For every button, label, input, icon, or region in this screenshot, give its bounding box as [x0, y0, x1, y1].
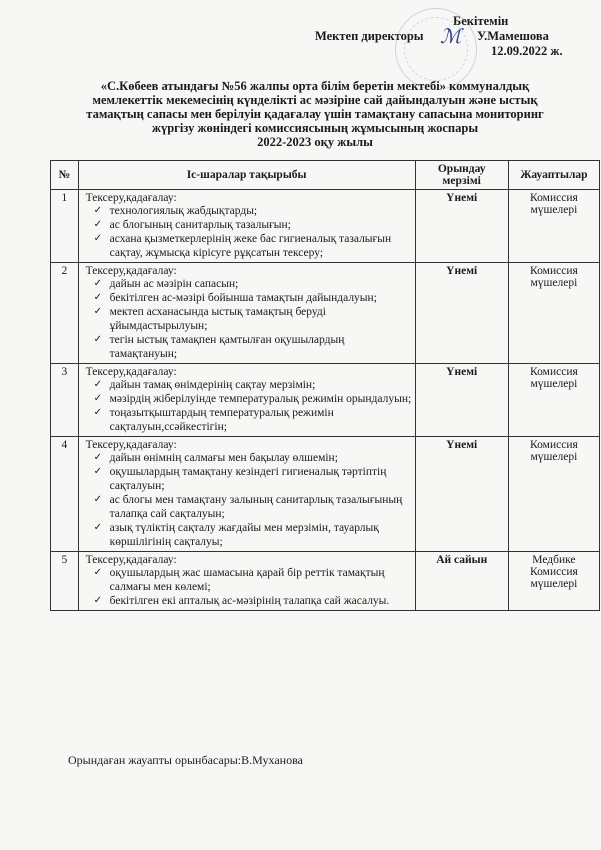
title-line-5: 2022-2023 оқу жылы — [257, 135, 373, 149]
list-item: ✓ ас блогының санитарлық тазалығын; — [110, 218, 412, 232]
title-line-1: «С.Көбеев атындағы №56 жалпы орта білім беретін мектебі» коммуналдық — [100, 79, 530, 93]
row-num: 5 — [51, 552, 79, 611]
table-row — [51, 552, 600, 611]
approver-position: Мектеп директоры — [315, 29, 424, 43]
check-list — [82, 451, 412, 549]
check-list — [82, 277, 412, 361]
row-topic — [78, 364, 415, 437]
row-term: Үнемі — [415, 364, 508, 437]
header-term: Орындау мерзімі — [415, 161, 508, 190]
row-topic — [78, 190, 415, 263]
row-responsible: Комиссия мүшелері — [508, 364, 599, 437]
row-term: Үнемі — [415, 437, 508, 552]
list-item: ✓ технологиялық жабдықтарды; — [110, 204, 412, 218]
title-line-2: мемлекеттік мекемесінің күнделікті ас мәзіріне сай дайындалуын және ыстық — [92, 93, 538, 107]
title-line-3: тамақтың сапасы мен берілуін қадағалау үшін тамақтану сапасына мониторинг — [86, 107, 544, 121]
row-num: 4 — [51, 437, 79, 552]
list-item: ✓ ас блогы мен тамақтану залының санитарлық тазалығының талапқа сай сақталуын; — [110, 493, 412, 521]
row-num: 1 — [51, 190, 79, 263]
row-num: 2 — [51, 263, 79, 364]
approve-word: Бекітемін — [453, 14, 509, 28]
document-title — [40, 79, 590, 149]
footer-signature-line: Орындаған жауапты орынбасары:В.Муханова — [68, 753, 303, 767]
list-item: ✓ дайын ас мәзірін сапасын; — [110, 277, 412, 291]
list-item: ✓ дайын өнімнің салмағы мен бақылау өлшемін; — [110, 451, 412, 465]
list-item: ✓ дайын тамақ өнімдерінің сақтау мерзімін; — [110, 378, 412, 392]
header-num: № — [51, 161, 79, 190]
table-row — [51, 364, 600, 437]
table-row — [51, 263, 600, 364]
row-topic — [78, 552, 415, 611]
plan-table — [50, 160, 600, 611]
check-list — [82, 378, 412, 434]
row-topic — [78, 263, 415, 364]
list-item: ✓ азық түліктің сақталу жағдайы мен мерзімін, тауарлық көршілігінің сақталуы; — [110, 521, 412, 549]
row-lead: Тексеру,қадағалау: — [85, 439, 177, 451]
row-lead: Тексеру,қадағалау: — [85, 554, 177, 566]
row-responsible: Комиссия мүшелері — [508, 437, 599, 552]
header-topic: Іс-шаралар тақырыбы — [78, 161, 415, 190]
row-responsible: Медбике Комиссия мүшелері — [508, 552, 599, 611]
table-row — [51, 190, 600, 263]
list-item: ✓ мектеп асханасында ыстық тамақтың беруді ұйымдастырылуын; — [110, 305, 412, 333]
approver-name: У.Мамешова — [477, 29, 549, 43]
row-term: Ай сайын — [415, 552, 508, 611]
check-list — [82, 204, 412, 260]
row-responsible: Комиссия мүшелері — [508, 263, 599, 364]
row-responsible: Комиссия мүшелері — [508, 190, 599, 263]
list-item: ✓ оқушылардың жас шамасына қарай бір реттік тамақтың салмағы мен көлемі; — [110, 566, 412, 594]
table-row — [51, 437, 600, 552]
table-header-row — [51, 161, 600, 190]
row-lead: Тексеру,қадағалау: — [85, 192, 177, 204]
list-item: ✓ асхана қызметкерлерінің жеке бас гигиеналық тазалығын сақтау, жұмысқа кірісуге рұқсатын тексеру; — [110, 232, 412, 260]
list-item: ✓ тегін ыстық тамақпен қамтылған оқушылардың тамақтануын; — [110, 333, 412, 361]
list-item: ✓ бекітілген екі апталық ас-мәзірінің талапқа сай жасалуы. — [110, 594, 412, 608]
list-item: ✓ мәзірдің жіберілуінде температуралық режимін орындалуын; — [110, 392, 412, 406]
title-line-4: жүргізу жөніндегі комиссиясының жұмысының жоспары — [151, 121, 479, 135]
list-item: ✓ бекітілген ас-мәзірі бойынша тамақтын дайындалуын; — [110, 291, 412, 305]
list-item: ✓ тоңазытқыштардың температуралық режимін сақталуын,ссәйкестігін; — [110, 406, 412, 434]
row-term: Үнемі — [415, 190, 508, 263]
row-topic — [78, 437, 415, 552]
list-item: ✓ оқушылардың тамақтану кезіндегі гигиеналық тәртіптің сақталуын; — [110, 465, 412, 493]
approval-date: 12.09.2022 ж. — [491, 44, 563, 58]
row-lead: Тексеру,қадағалау: — [85, 265, 177, 277]
signature: ℳ — [440, 26, 462, 48]
row-term: Үнемі — [415, 263, 508, 364]
row-lead: Тексеру,қадағалау: — [85, 366, 177, 378]
check-list — [82, 566, 412, 608]
official-stamp — [395, 8, 477, 90]
row-num: 3 — [51, 364, 79, 437]
header-responsible: Жауаптылар — [508, 161, 599, 190]
